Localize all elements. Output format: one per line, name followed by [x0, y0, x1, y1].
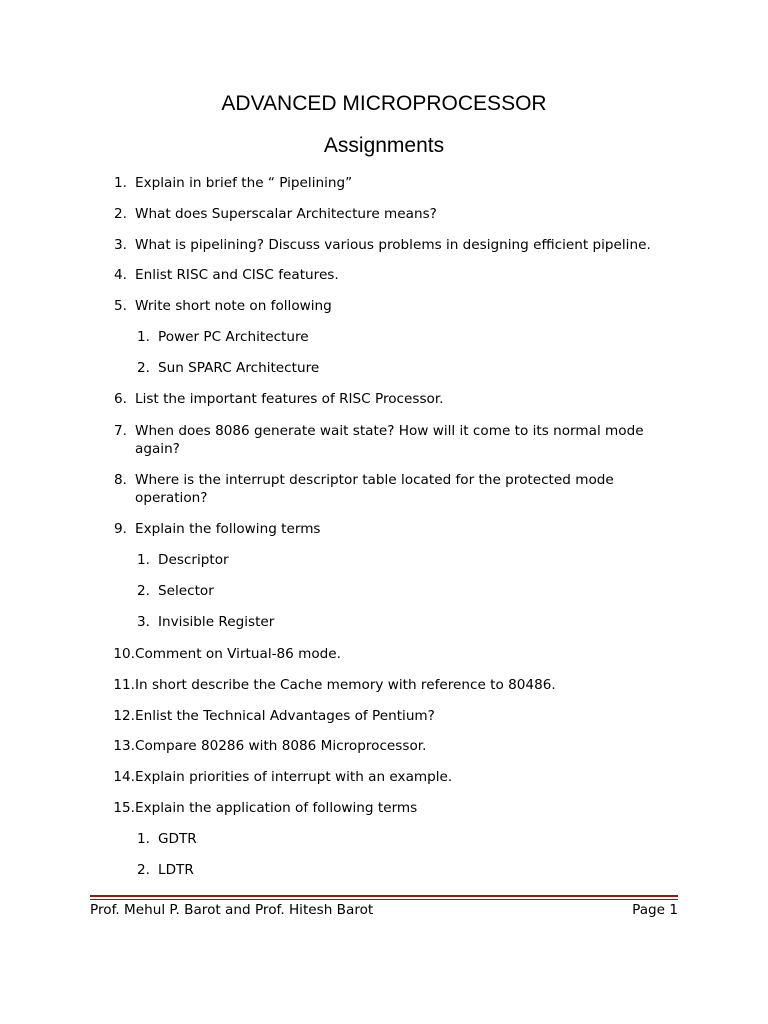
list-item: 4. Enlist RISC and CISC features.: [114, 267, 339, 283]
list-item: 13. Compare 80286 with 8086 Microprocessor.: [113, 738, 427, 754]
list-item: 2. LDTR: [137, 862, 194, 878]
list-item: 5. Write short note on following: [114, 298, 332, 314]
list-item: 3. What is pipelining? Discuss various problems in designing efficient pipeline.: [114, 237, 651, 253]
list-item: 8. Where is the interrupt descriptor table located for the protected mode operation?: [114, 472, 614, 506]
footer-rule: [90, 895, 678, 897]
list-item: 11. In short describe the Cache memory with reference to 80486.: [113, 677, 556, 693]
list-item: 1. Power PC Architecture: [137, 329, 309, 345]
list-item: 6. List the important features of RISC Processor.: [114, 391, 444, 407]
list-item: 10. Comment on Virtual-86 mode.: [113, 646, 341, 662]
footer-authors: Prof. Mehul P. Barot and Prof. Hitesh Barot: [90, 902, 374, 918]
list-item: 12. Enlist the Technical Advantages of Pentium?: [113, 708, 435, 724]
list-item: 14. Explain priorities of interrupt with an example.: [113, 769, 453, 785]
list-item: 2. Selector: [137, 583, 214, 599]
footer-page-number: Page 1: [632, 902, 678, 918]
list-item: 9. Explain the following terms: [114, 521, 321, 537]
document-title: ADVANCED MICROPROCESSOR: [221, 92, 547, 115]
list-item: 2. What does Superscalar Architecture means?: [114, 206, 437, 222]
list-item: 3. Invisible Register: [137, 614, 275, 630]
footer-rule-thin: [90, 899, 678, 900]
list-item: 2. Sun SPARC Architecture: [137, 360, 320, 376]
list-item: 7. When does 8086 generate wait state? How will it come to its normal mode again?: [114, 423, 644, 457]
list-item: 1. Descriptor: [137, 552, 229, 568]
list-item: 1. GDTR: [137, 831, 197, 847]
document-subtitle: Assignments: [323, 134, 445, 157]
list-item: 15. Explain the application of following terms: [113, 800, 418, 816]
list-item: 1. Explain in brief the “ Pipelining”: [114, 175, 353, 191]
